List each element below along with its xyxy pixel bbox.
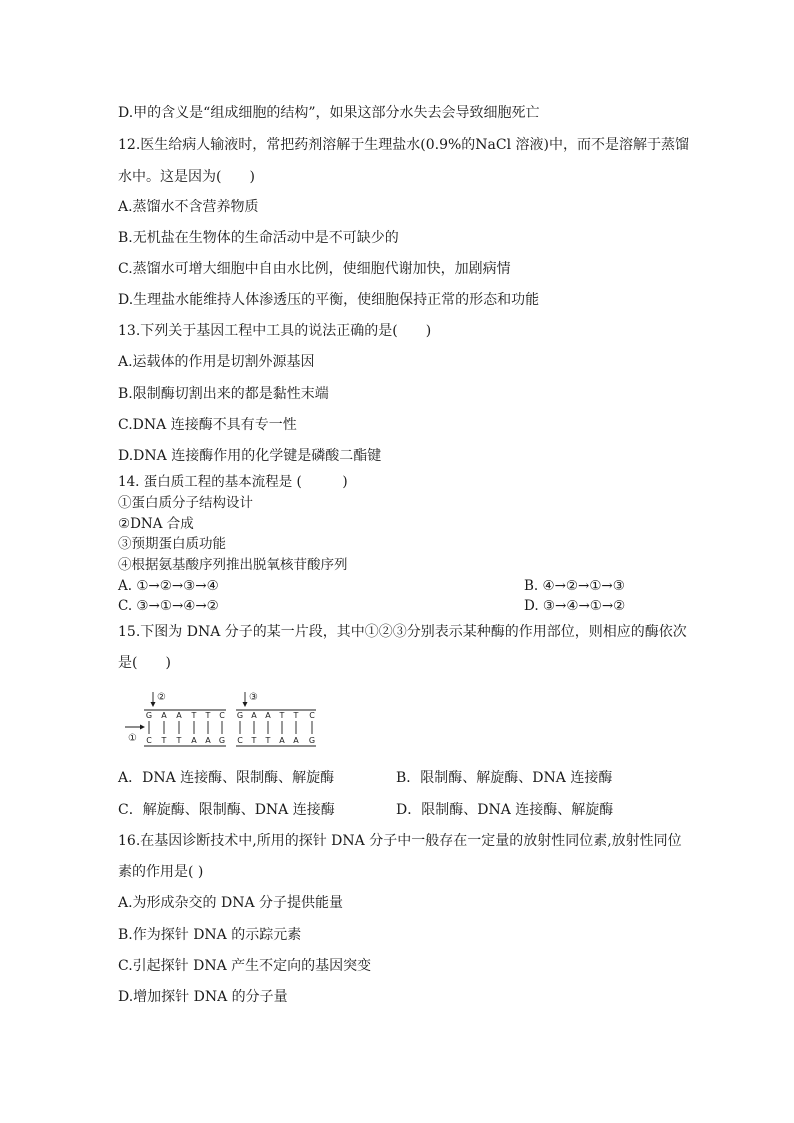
q13-option-a: A.运载体的作用是切割外源基因 bbox=[118, 354, 315, 370]
q14-item-1: ①蛋白质分子结构设计 bbox=[118, 495, 253, 511]
top-base: T bbox=[293, 711, 299, 720]
q13-option-c: C.DNA 连接酶不具有专一性 bbox=[118, 417, 297, 433]
bottom-base: C bbox=[237, 736, 243, 745]
q14-option-d: D. ③→④→①→② bbox=[524, 598, 626, 614]
top-base: T bbox=[191, 711, 197, 720]
site-1-label: ① bbox=[128, 733, 137, 744]
site-3-arrow-head bbox=[243, 702, 248, 707]
q12-option-d: D.生理盐水能维持人体渗透压的平衡，使细胞保持正常的形态和功能 bbox=[118, 292, 540, 308]
bottom-base: A bbox=[205, 736, 211, 745]
q12-option-b: B.无机盐在生物体的生命活动中是不可缺少的 bbox=[118, 230, 399, 246]
bottom-base: C bbox=[146, 736, 152, 745]
bottom-base: G bbox=[218, 736, 226, 745]
site-1-arrow-head bbox=[140, 725, 145, 730]
q15-option-b: B．限制酶、解旋酶、DNA 连接酶 bbox=[396, 770, 613, 786]
bottom-base: G bbox=[308, 736, 316, 745]
q15-option-d: D．限制酶、DNA 连接酶、解旋酶 bbox=[396, 802, 614, 818]
dna-fragment-figure bbox=[122, 688, 332, 750]
top-base: G bbox=[236, 711, 244, 720]
q16-option-b: B.作为探针 DNA 的示踪元素 bbox=[118, 927, 302, 943]
site-2-arrow-head bbox=[151, 702, 156, 707]
q16-stem-line-1: 16.在基因诊断技术中,所用的探针 DNA 分子中一般存在一定量的放射性同位素,放射性同位 bbox=[118, 833, 682, 849]
site-3-label: ③ bbox=[249, 692, 258, 703]
site-2-label: ② bbox=[157, 692, 166, 703]
top-base: A bbox=[161, 711, 167, 720]
q14-item-4: ④根据氨基酸序列推出脱氧核苷酸序列 bbox=[118, 557, 348, 573]
q16-option-d: D.增加探针 DNA 的分子量 bbox=[118, 989, 288, 1005]
bottom-base: T bbox=[161, 736, 167, 745]
top-base: T bbox=[205, 711, 211, 720]
top-base: C bbox=[219, 711, 225, 720]
q15-stem-line-1: 15.下图为 DNA 分子的某一片段，其中①②③分别表示某种酶的作用部位，则相应的酶依次 bbox=[118, 624, 687, 640]
top-base: A bbox=[176, 711, 182, 720]
q12-stem-line-2: 水中。这是因为( ) bbox=[118, 169, 255, 185]
bottom-base: T bbox=[265, 736, 271, 745]
q15-option-a: A．DNA 连接酶、限制酶、解旋酶 bbox=[118, 770, 335, 786]
top-base: T bbox=[279, 711, 285, 720]
q16-option-c: C.引起探针 DNA 产生不定向的基因突变 bbox=[118, 958, 372, 974]
bottom-base: A bbox=[191, 736, 197, 745]
q14-option-b: B. ④→②→①→③ bbox=[524, 578, 625, 594]
bottom-base: T bbox=[176, 736, 182, 745]
q15-stem-line-2: 是( ) bbox=[118, 655, 171, 671]
q12-option-a: A.蒸馏水不含营养物质 bbox=[118, 199, 259, 215]
q13-option-b: B.限制酶切割出来的都是黏性末端 bbox=[118, 386, 329, 402]
q14-option-c: C. ③→①→④→② bbox=[118, 598, 219, 614]
q15-option-c: C．解旋酶、限制酶、DNA 连接酶 bbox=[118, 802, 335, 818]
bottom-base: T bbox=[251, 736, 257, 745]
top-base: A bbox=[251, 711, 257, 720]
q16-stem-line-2: 素的作用是( ) bbox=[118, 864, 204, 880]
bottom-base: A bbox=[279, 736, 285, 745]
q13-option-d: D.DNA 连接酶作用的化学键是磷酸二酯键 bbox=[118, 448, 382, 464]
q11-option-d: D.甲的含义是“组成细胞的结构”，如果这部分水失去会导致细胞死亡 bbox=[118, 105, 540, 121]
q14-stem: 14. 蛋白质工程的基本流程是 ( ) bbox=[118, 474, 348, 490]
q16-option-a: A.为形成杂交的 DNA 分子提供能量 bbox=[118, 895, 344, 911]
q14-item-2: ②DNA 合成 bbox=[118, 516, 194, 532]
q12-option-c: C.蒸馏水可增大细胞中自由水比例，使细胞代谢加快，加剧病情 bbox=[118, 261, 511, 277]
q12-stem-line-1: 12.医生给病人输液时，常把药剂溶解于生理盐水(0.9%的NaCl 溶液)中，而不是溶解于蒸馏 bbox=[118, 137, 689, 153]
q14-option-a: A. ①→②→③→④ bbox=[118, 578, 219, 594]
q14-item-3: ③预期蛋白质功能 bbox=[118, 536, 226, 552]
q13-stem: 13.下列关于基因工程中工具的说法正确的是( ) bbox=[118, 323, 432, 339]
top-base: G bbox=[145, 711, 153, 720]
top-base: C bbox=[309, 711, 315, 720]
top-base: A bbox=[265, 711, 271, 720]
bottom-base: A bbox=[293, 736, 299, 745]
